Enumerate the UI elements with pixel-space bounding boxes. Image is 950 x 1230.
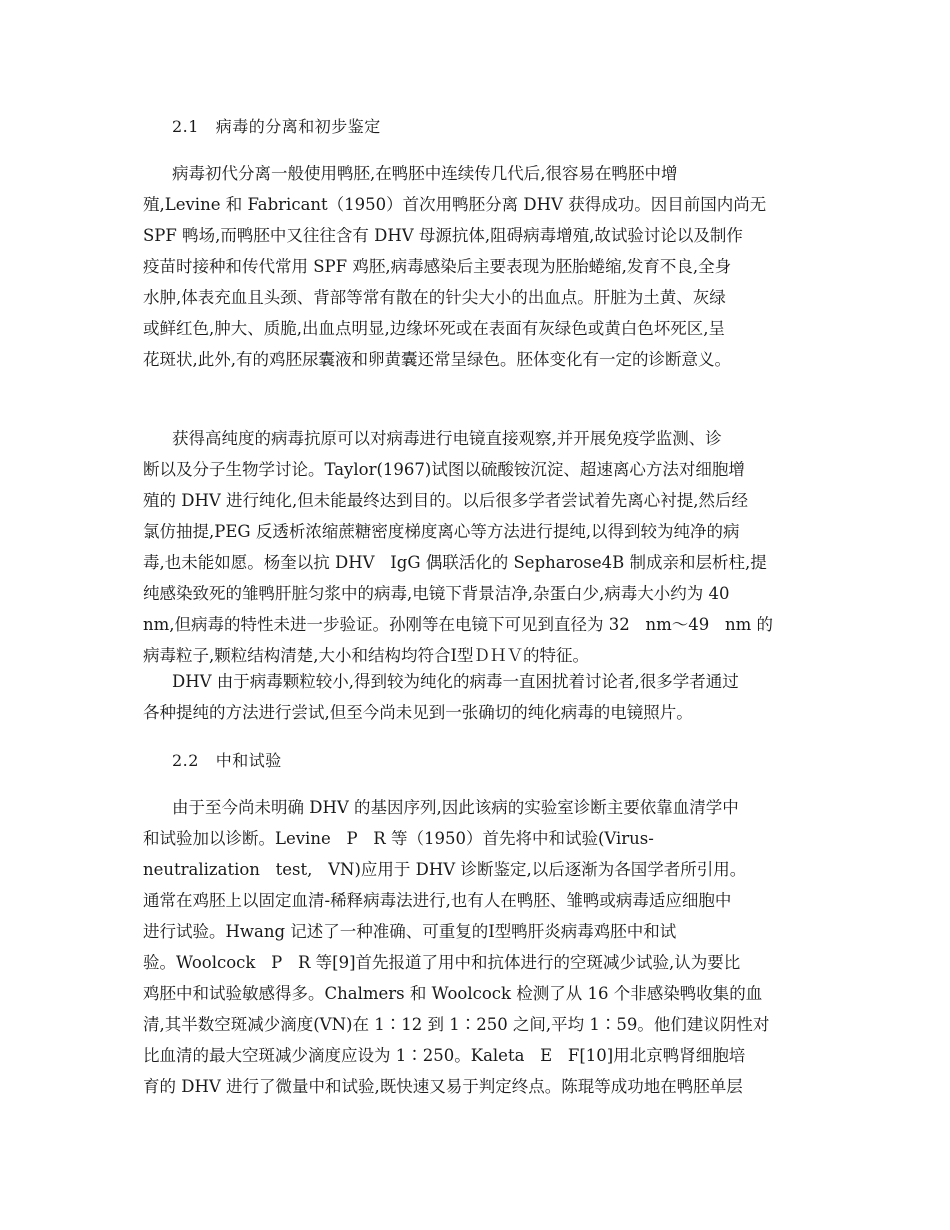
text-line: 断以及分子生物学讨论。Taylor(1967)试图以硫酸铵沉淀、超速离心方法对细胞增	[143, 460, 745, 479]
text-line: 殖,Levine 和 Fabricant（1950）首次用鸭胚分离 DHV 获得成功。因目前国内尚无	[143, 195, 767, 214]
text-line: 由于至今尚未明确 DHV 的基因序列,因此该病的实验室诊断主要依靠血清学中	[172, 798, 739, 817]
text-line: neutralization test, VN)应用于 DHV 诊断鉴定,以后逐渐为各国学者所引用。	[143, 860, 747, 879]
text-line: 水肿,体表充血且头颈、背部等常有散在的针尖大小的出血点。肝脏为土黄、灰绿	[143, 288, 726, 307]
paragraph-2	[143, 423, 813, 671]
paragraph-3	[143, 666, 813, 728]
text-line: 进行试验。Hwang 记述了一种准确、可重复的Ⅰ型鸭肝炎病毒鸡胚中和试	[143, 922, 677, 941]
text-line: 各种提纯的方法进行尝试,但至今尚未见到一张确切的纯化病毒的电镜照片。	[143, 703, 693, 722]
text-line: 纯感染致死的雏鸭肝脏匀浆中的病毒,电镜下背景洁净,杂蛋白少,病毒大小约为 40	[143, 584, 730, 603]
text-line: 病毒粒子,颗粒结构清楚,大小和结构均符合Ⅰ型ＤＨＶ的特征。	[143, 646, 590, 665]
text-line: nm,但病毒的特性未进一步验证。孙刚等在电镜下可见到直径为 32 nm～49 nm 的	[143, 615, 774, 634]
text-line: 毒,也未能如愿。杨奎以抗 DHV IgG 偶联活化的 Sepharose4B 制成亲和层析柱,提	[143, 553, 767, 572]
text-line: 或鲜红色,肿大、质脆,出血点明显,边缘坏死或在表面有灰绿色或黄白色坏死区,呈	[143, 319, 725, 338]
text-line: 殖的 DHV 进行纯化,但未能最终达到目的。以后很多学者尝试着先离心衬提,然后经	[143, 491, 749, 510]
section-heading-2-2: 2.2 中和试验	[172, 751, 282, 770]
text-line: DHV 由于病毒颗粒较小,得到较为纯化的病毒一直困扰着讨论者,很多学者通过	[172, 672, 739, 691]
text-line: 病毒初代分离一般使用鸭胚,在鸭胚中连续传几代后,很容易在鸭胚中增	[172, 164, 678, 183]
text-line: 获得高纯度的病毒抗原可以对病毒进行电镜直接观察,并开展免疫学监测、诊	[172, 429, 722, 448]
text-line: 和试验加以诊断。Levine P R 等（1950）首先将中和试验(Virus-	[143, 829, 654, 848]
paragraph-4	[143, 792, 813, 1102]
text-line: 育的 DHV 进行了微量中和试验,既快速又易于判定终点。陈琨等成功地在鸭胚单层	[143, 1077, 743, 1096]
text-line: 鸡胚中和试验敏感得多。Chalmers 和 Woolcock 检测了从 16 个非感染鸭收集的血	[143, 984, 763, 1003]
text-line: SPF 鸭场,而鸭胚中又往往含有 DHV 母源抗体,阻碍病毒增殖,故试验讨论以及制作	[143, 226, 743, 245]
section-heading-2-1: 2.1 病毒的分离和初步鉴定	[172, 117, 381, 136]
text-line: 清,其半数空斑减少滴度(VN)在 1∶12 到 1∶250 之间,平均 1∶59。他们建议阴性对	[143, 1015, 770, 1034]
text-line: 通常在鸡胚上以固定血清-稀释病毒法进行,也有人在鸭胚、雏鸭或病毒适应细胞中	[143, 891, 732, 910]
paragraph-1	[143, 158, 813, 375]
text-line: 比血清的最大空斑减少滴度应设为 1∶250。Kaleta E F[10]用北京鸭肾细胞培	[143, 1046, 746, 1065]
text-line: 花斑状,此外,有的鸡胚尿囊液和卵黄囊还常呈绿色。胚体变化有一定的诊断意义。	[143, 350, 731, 369]
text-line: 验。Woolcock P R 等[9]首先报道了用中和抗体进行的空斑减少试验,认为要比	[143, 953, 741, 972]
text-line: 氯仿抽提,PEG 反透析浓缩蔗糖密度梯度离心等方法进行提纯,以得到较为纯净的病	[143, 522, 740, 541]
text-line: 疫苗时接种和传代常用 SPF 鸡胚,病毒感染后主要表现为胚胎蜷缩,发育不良,全身	[143, 257, 732, 276]
